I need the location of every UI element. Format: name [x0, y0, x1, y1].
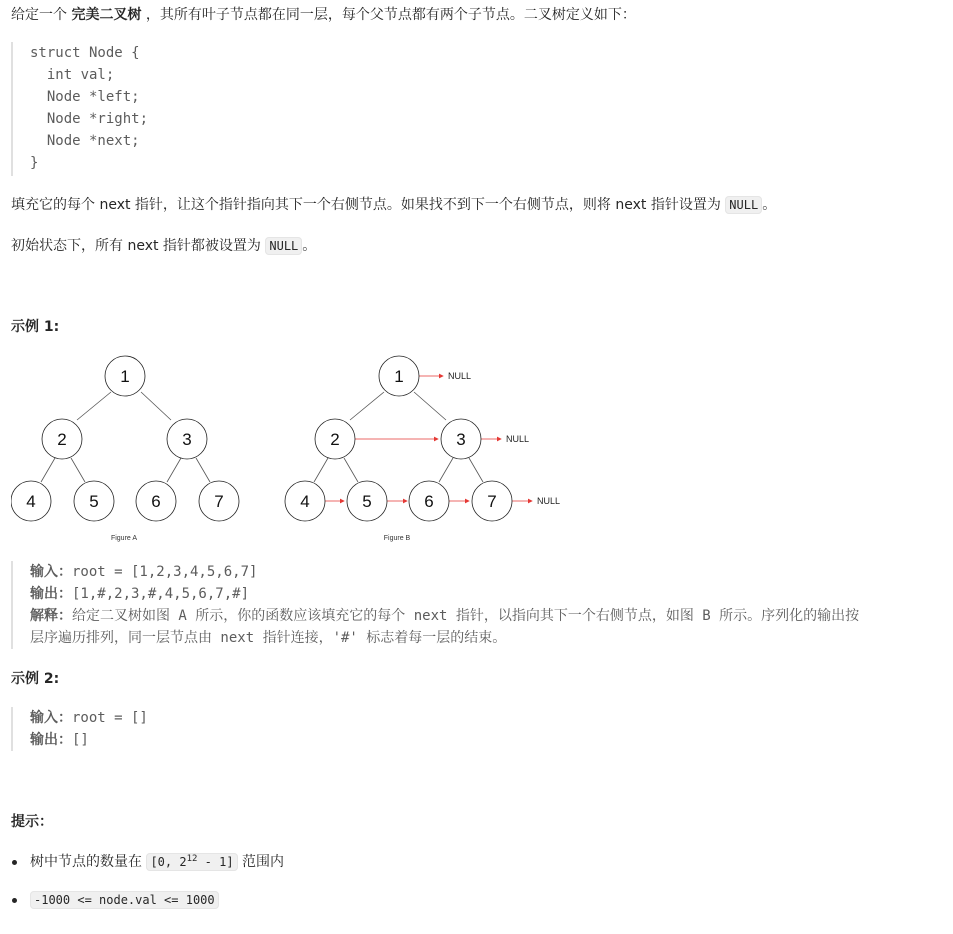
hint-item	[11, 851, 284, 873]
example2-heading: 示例 2:	[11, 671, 60, 687]
example1-explain-2	[30, 627, 945, 649]
null-label: NULL	[448, 371, 472, 381]
fa-label: 3	[182, 430, 192, 449]
struct-code-block	[11, 42, 148, 176]
para3-text: 初始状态下，所有 next 指针都被设置为	[11, 238, 266, 254]
next-pointer-paragraph	[11, 194, 776, 216]
example1-explain	[30, 605, 945, 627]
fb-label: 6	[424, 492, 434, 511]
example2-io	[11, 707, 148, 751]
fb-label: 1	[394, 367, 404, 386]
output-label: 输出：	[30, 732, 72, 748]
intro-text-after: ，其所有叶子节点都在同一层，每个父节点都有两个子节点。二叉树定义如下：	[141, 7, 636, 23]
input-value: root = [1,2,3,4,5,6,7]	[72, 564, 258, 580]
output-value: [1,#,2,3,#,4,5,6,7,#]	[72, 586, 250, 602]
null-code: NULL	[725, 196, 762, 214]
fb-label: 3	[456, 430, 466, 449]
para2-end: 。	[762, 197, 777, 213]
fa-label: 1	[120, 367, 130, 386]
para2-text: 填充它的每个 next 指针，让这个指针指向其下一个右侧节点。如果找不到下一个右侧节点，则将 next 指针设置为	[11, 197, 726, 213]
input-label: 输入：	[30, 710, 72, 726]
example2-input	[30, 707, 148, 729]
null-label: NULL	[506, 434, 530, 444]
hints-list	[11, 851, 284, 911]
tree-figure	[11, 350, 571, 550]
null-code-2: NULL	[265, 237, 302, 255]
hint2-code: -1000 <= node.val <= 1000	[30, 891, 219, 909]
fb-label: 4	[300, 492, 310, 511]
explain-line1: 给定二叉树如图 A 所示，你的函数应该填充它的每个 next 指针，以指向其下一个右侧节点，如图 B 所示。序列化的输出按	[72, 608, 860, 624]
struct-definition: struct Node { int val; Node *left; Node *right; Node *next; }	[30, 45, 149, 171]
example1-input	[30, 561, 945, 583]
fa-label: 7	[214, 492, 224, 511]
caption-figure-a: Figure A	[110, 535, 138, 542]
null-label: NULL	[537, 496, 561, 506]
hint1-code: [0, $2^{12} - 1$]	[146, 853, 237, 871]
input-label: 输入：	[30, 564, 72, 580]
fa-label: 4	[26, 492, 36, 511]
hint-item	[11, 889, 284, 911]
hint1-end: 范围内	[237, 854, 284, 870]
initial-state-paragraph	[11, 235, 316, 257]
example1-io	[11, 561, 945, 649]
caption-figure-b: Figure B	[383, 535, 411, 542]
explain-line2: 层序遍历排列，同一层节点由 next 指针连接，'#' 标志着每一层的结束。	[30, 630, 507, 646]
example1-heading: 示例 1:	[11, 319, 60, 335]
fa-label: 5	[89, 492, 99, 511]
fb-label: 2	[330, 430, 340, 449]
para3-end: 。	[302, 238, 317, 254]
intro-text: 给定一个	[11, 7, 72, 23]
fa-label: 2	[57, 430, 67, 449]
explain-label: 解释：	[30, 608, 72, 624]
output-label: 输出：	[30, 586, 72, 602]
example2-output	[30, 729, 148, 751]
intro-paragraph	[11, 4, 636, 26]
hints-heading: 提示：	[11, 814, 53, 830]
input-value: root = []	[72, 710, 148, 726]
output-value: []	[72, 732, 89, 748]
fb-label: 7	[487, 492, 497, 511]
fa-label: 6	[151, 492, 161, 511]
example1-output	[30, 583, 945, 605]
hint1-text: 树中节点的数量在	[30, 854, 147, 870]
fb-label: 5	[362, 492, 372, 511]
intro-bold-term: 完美二叉树	[71, 7, 142, 23]
